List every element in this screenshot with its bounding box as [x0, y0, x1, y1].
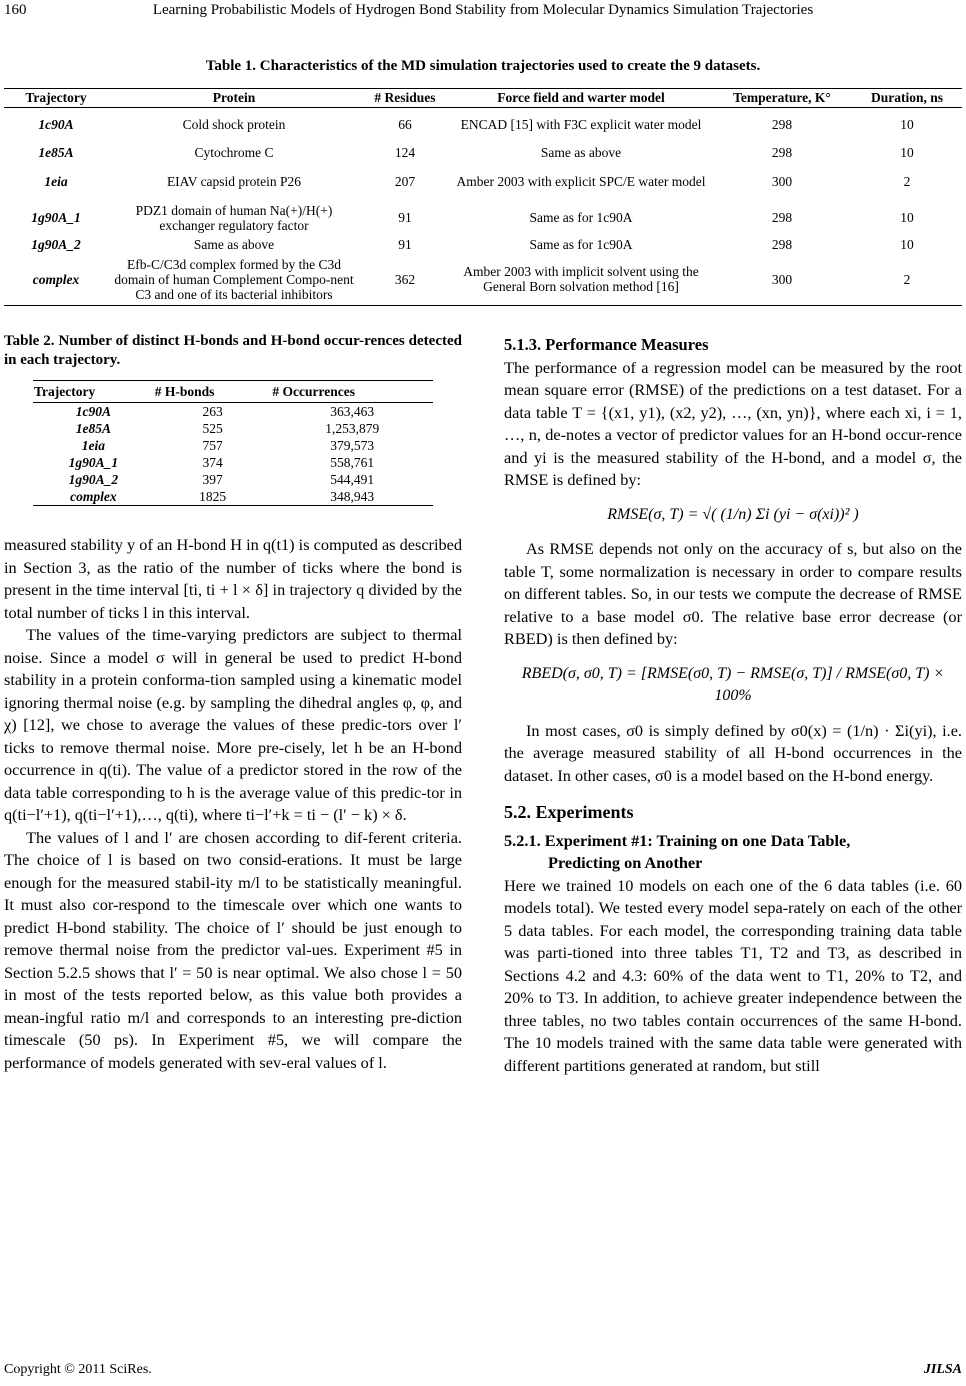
table-cell: 363,463 [330, 404, 375, 419]
table-cell: PDZ1 domain of human Na(+)/H(+) exchanger regulatory factor [135, 202, 333, 233]
table-cell: Amber 2003 with implicit solvent using the General Born solvation method [16] [450, 254, 712, 306]
table-cell: 1eia [44, 174, 68, 189]
table-cell: 525 [202, 421, 223, 436]
section-heading: 5.1.3. Performance Measures [504, 335, 709, 354]
table-cell: Cold shock protein [182, 117, 286, 133]
table-cell: Same as above [540, 145, 622, 160]
left-column [4, 332, 462, 1074]
table-cell: 10 [900, 117, 914, 133]
table2 [33, 380, 433, 506]
table-row [4, 142, 962, 164]
table-cell: 91 [398, 210, 412, 225]
table-cell: complex [33, 488, 154, 506]
page-header [4, 2, 962, 24]
table-cell: 10 [900, 237, 914, 252]
table-cell: 544,491 [330, 472, 375, 487]
page-number: 160 [4, 2, 27, 18]
subsection-heading-continued: Predicting on Another [548, 853, 703, 872]
table1-header-cell: Trajectory [4, 89, 108, 108]
table1-caption: Table 1. Characteristics of the MD simulation trajectories used to create the 9 datasets. [205, 58, 761, 74]
table-row [4, 200, 962, 236]
subsection-heading: 5.2.1. Experiment #1: Training on one Data Table, [504, 830, 851, 850]
journal-name: JILSA [923, 1362, 962, 1377]
table-cell: 1g90A_2 [68, 472, 119, 487]
section-heading: 5.2. Experiments [504, 802, 634, 822]
table-cell: ENCAD [15] with F3C explicit water model [460, 117, 702, 133]
table-cell: 757 [202, 438, 223, 453]
body-paragraph: The values of the time-varying predictors are subject to thermal noise. Since a model σ will in general be used to predict H-bond stability in a protein conforma-tion sampled using a kinematic model ignoring thermal noise (e.g. by sampling the dihedral angles φ, φ, and χ) [12], we chose to average the values of these predic-tors over l′ ticks to remove thermal noise. More pre-cisely, let h be an H-bond occurrence in q(ti). The value of a predictor stored in the row of the data table corresponding to h is the average value of this predic-tor in q(ti−l′+1), q(ti−l′+1),…, q(ti), where ti−l′+k = ti − (l′ − k) × δ. [4, 625, 462, 824]
table-cell: 1g90A_1 [31, 210, 81, 225]
table2-caption: Table 2. Number of distinct H-bonds and H-bond occur-rences detected in each trajectory. [4, 333, 462, 368]
table-cell: 10 [900, 145, 914, 160]
equation-rbed: RBED(σ, σ0, T) = [RMSE(σ0, T) − RMSE(σ, T)] / RMSE(σ0, T) × 100% [521, 664, 945, 704]
table2-header-cell: # Occurrences [271, 381, 433, 403]
table-cell: 298 [771, 117, 793, 133]
table-cell: 1,253,879 [325, 421, 380, 436]
table1-header-cell: Protein [108, 89, 360, 108]
table-cell: 348,943 [271, 488, 433, 506]
table-row [33, 437, 433, 454]
table-cell: 2 [903, 174, 911, 189]
table-cell: 1eia [81, 438, 105, 453]
table-cell: Amber 2003 with explicit SPC/E water model [456, 174, 706, 189]
body-paragraph: In most cases, σ0 is simply defined by σ0(x) = (1/n) · Σi(yi), i.e. the average measured stability of all H-bond occurrences in the dataset. In other cases, σ0 is a model based on the H-bond energy. [504, 720, 962, 785]
table-cell: 91 [398, 237, 412, 252]
table-cell: Efb-C/C3d complex formed by the C3d domain of human Complement Compo-nent C3 and one of its bacterial inhibitors [108, 254, 360, 306]
table-row [4, 164, 962, 200]
table-cell: 379,573 [330, 438, 375, 453]
table-row [33, 403, 433, 421]
table-row [33, 471, 433, 488]
table1-header-cell: Temperature, K° [712, 89, 852, 108]
table-cell: 1825 [154, 488, 272, 506]
table-cell: complex [4, 254, 108, 306]
body-paragraph: measured stability y of an H-bond H in q(t1) is computed as described in Section 3, as the ratio of the number of ticks where the bond is present in the time interval [ti, ti + l × δ] in trajectory q divided by the total number of ticks l in this interval. [4, 535, 462, 622]
table-cell: 374 [202, 455, 223, 470]
page-footer [4, 1362, 962, 1382]
table-cell: 207 [394, 174, 416, 189]
table-cell: 1c90A [75, 404, 111, 419]
table-cell: 1e85A [75, 421, 111, 436]
table-cell: 298 [771, 237, 793, 252]
table-row [33, 420, 433, 437]
running-title: Learning Probabilistic Models of Hydrogen Bond Stability from Molecular Dynamics Simulation Trajectories [152, 2, 814, 18]
table-cell: 298 [771, 145, 793, 160]
table-row [4, 108, 962, 142]
body-paragraph: The performance of a regression model can be measured by the root mean square error (RMSE) of the predictions on a test dataset. For a data table T = {(x1, y1), (x2, y2), …, (xn, yn)}, where each xi, i = 1, …, n, de-notes a vector of predictor values for an H-bond occur-rence and yi is the measured stability of the H-bond, and a model σ, the RMSE is defined by: [504, 357, 962, 489]
body-paragraph: As RMSE depends not only on the accuracy of s, but also on the table T, some normalization is necessary in order to compare results on different tables. So, in our tests we compute the decrease of RMSE relative to a base model σ0. The relative base error decrease (or RBED) is then defined by: [504, 539, 962, 648]
table-cell: Cytochrome C [194, 145, 274, 160]
table1-header-cell: Force field and warter model [450, 89, 712, 108]
table-cell: 1g90A_2 [31, 237, 81, 252]
equation-rmse: RMSE(σ, T) = √( (1/n) Σi (yi − σ(xi))² ) [607, 505, 859, 523]
table1-header-cell: Duration, ns [852, 89, 962, 108]
table-cell: 124 [394, 145, 416, 160]
table-row [4, 236, 962, 254]
table-row [33, 454, 433, 471]
table-cell: 263 [202, 404, 223, 419]
table-cell: EIAV capsid protein P26 [166, 174, 302, 189]
table2-header-cell: # H-bonds [154, 381, 272, 403]
table-row [4, 254, 962, 306]
table-cell: 10 [900, 210, 914, 225]
right-column [504, 332, 962, 1077]
table-cell: 362 [360, 254, 450, 306]
table-cell: Same as for 1c90A [529, 237, 633, 252]
table2-header-cell: Trajectory [33, 381, 154, 403]
body-paragraph: The values of l and l′ are chosen according to dif-ferent criteria. The choice of l is based on two consid-erations. It must be large enough for the measured stabil-ity m/l to be statistically meaningful. It must also cor-respond to the timescale over which one wants to predict H-bond stability. The choice of l′ should be just enough to remove thermal noise from the predictor val-ues. Experiment #5 in Section 5.2.5 shows that l′ = 50 is near optimal. We also chose l = 50 in most of the tests reported below, as this value both provides a mean-ingful ratio m/l and corresponds to an interesting pre-diction timescale (50 ps). In Experiment #5, we will compare the performance of models generated with sev-eral values of l. [4, 827, 462, 1072]
table2-header-row [33, 381, 433, 403]
table1 [4, 88, 962, 306]
table-cell: 558,761 [330, 455, 375, 470]
copyright-notice: Copyright © 2011 SciRes. [4, 1362, 152, 1377]
body-paragraph: Here we trained 10 models on each one of the 6 data tables (i.e. 60 models total). We tested every model sepa-rately on each of the other 5 data tables. For each model, the corresponding training data table was parti-tioned into three tables T1, T2 and T3, as described in Sections 4.2 and 4.3: 60% of the data went to T1, 20% to T2, and 20% to T3. In addition, to achieve greater independence between the three tables, no two tables contain occurrences of the same H-bond. The 10 models trained with the same data table were generated with different partitions generated at random, but still [504, 875, 962, 1075]
table-cell: 298 [771, 210, 793, 225]
table-cell: Same as for 1c90A [529, 210, 633, 225]
table-cell: 397 [202, 472, 223, 487]
table-cell: 1g90A_1 [68, 455, 119, 470]
table-cell: Same as above [193, 237, 275, 252]
table-cell: 1e85A [38, 145, 74, 160]
table1-header-row [4, 89, 962, 108]
table-cell: 2 [852, 254, 962, 306]
table-cell: 66 [398, 117, 412, 133]
table-row [33, 488, 433, 506]
table-cell: 300 [712, 254, 852, 306]
table1-header-cell: # Residues [360, 89, 450, 108]
table-cell: 1c90A [38, 117, 74, 133]
table-cell: 300 [771, 174, 793, 189]
